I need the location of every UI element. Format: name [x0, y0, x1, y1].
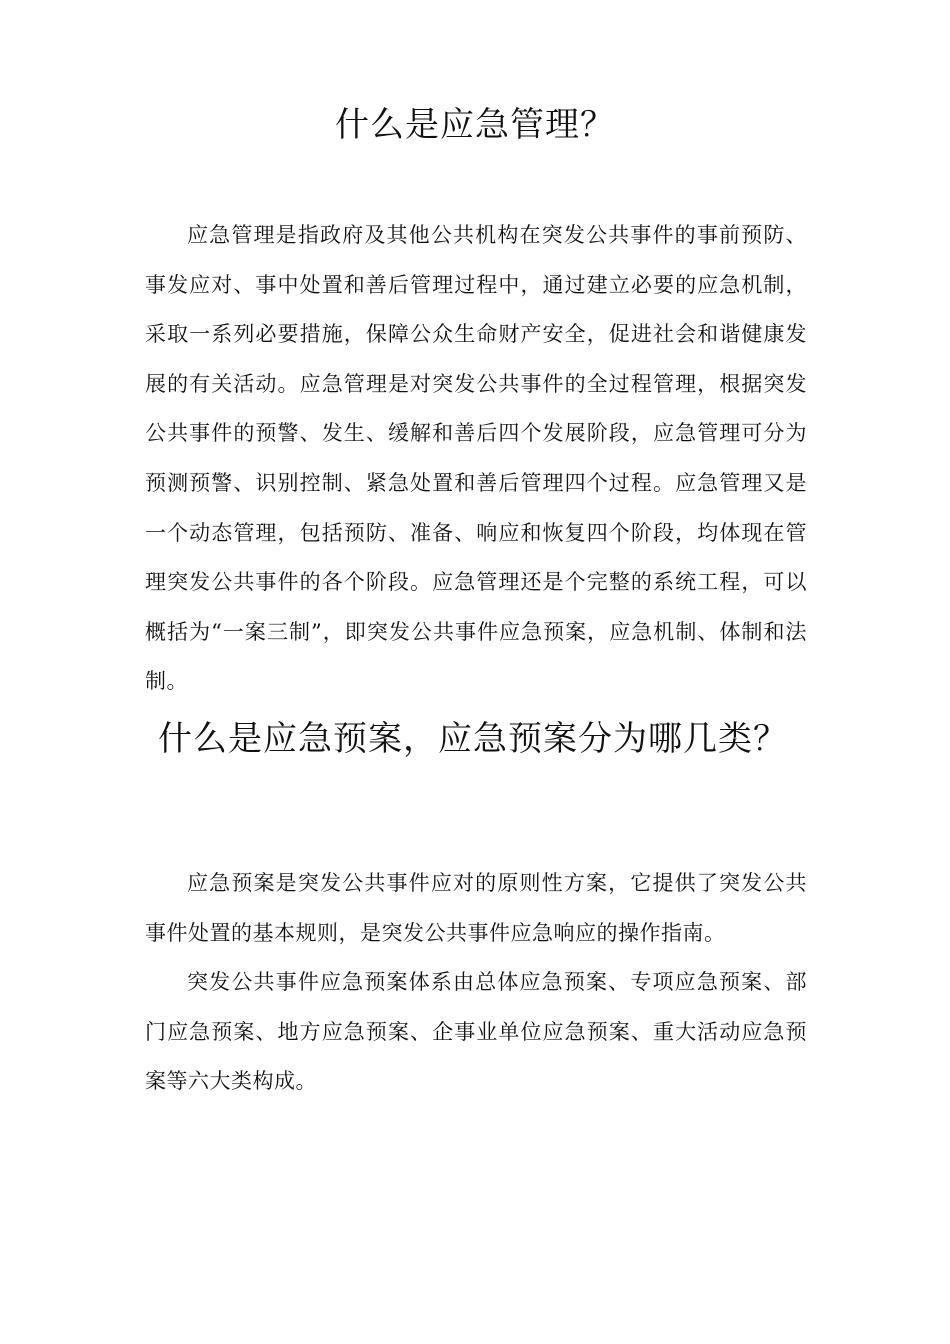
section-title-emergency-plan: 什么是应急预案，应急预案分为哪几类？	[158, 719, 788, 759]
section-title-emergency-management: 什么是应急管理？	[335, 105, 615, 145]
paragraph-emergency-plan-types: 突发公共事件应急预案体系由总体应急预案、专项应急预案、部门应急预案、地方应急预案、企事业单位应急预案、重大活动应急预案等六大类构成。	[145, 970, 807, 1094]
paragraph-emergency-plan-definition: 应急预案是突发公共事件应对的原则性方案，它提供了突发公共事件处置的基本规则，是突发公共事件应急响应的操作指南。	[145, 871, 807, 945]
paragraph-emergency-management-definition: 应急管理是指政府及其他公共机构在突发公共事件的事前预防、事发应对、事中处置和善后管理过程中，通过建立必要的应急机制，采取一系列必要措施，保障公众生命财产安全，促进社会和谐健康发展的有关活动。应急管理是对突发公共事件的全过程管理，根据突发公共事件的预警、发生、缓解和善后四个发展阶段，应急管理可分为预测预警、识别控制、紧急处置和善后管理四个过程。应急管理又是一个动态管理，包括预防、准备、响应和恢复四个阶段，均体现在管理突发公共事件的各个阶段。应急管理还是个完整的系统工程，可以概括为“一案三制”，即突发公共事件应急预案，应急机制、体制和法制。	[145, 223, 807, 694]
